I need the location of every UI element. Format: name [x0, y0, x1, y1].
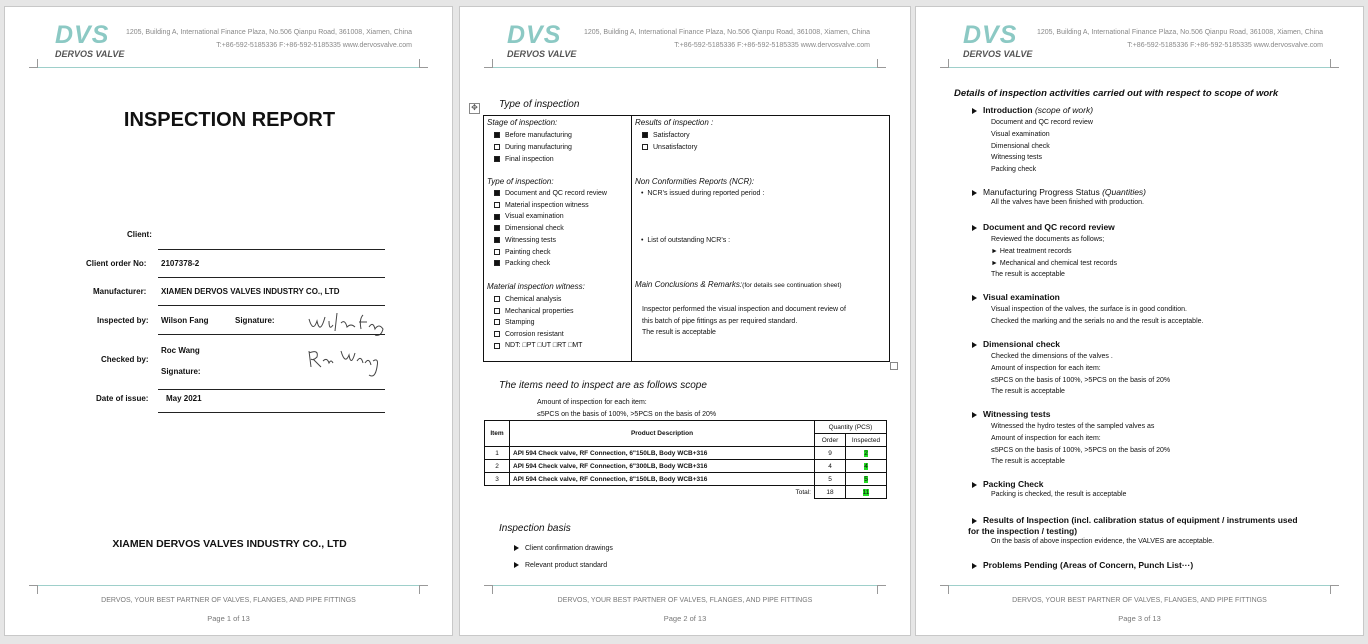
margin-mark: [419, 585, 428, 594]
checkbox-packing-check[interactable]: Packing check: [494, 258, 607, 270]
arrow-icon: [514, 562, 519, 568]
checkbox-material-witness[interactable]: Material inspection witness: [494, 200, 607, 212]
stage-title: Stage of inspection:: [487, 118, 558, 127]
checkbox-during-manufacturing[interactable]: During manufacturing: [494, 142, 572, 154]
field-rule: [158, 334, 385, 335]
arrow-icon: [972, 342, 977, 348]
checkbox-unsatisfactory[interactable]: Unsatisfactory: [642, 142, 697, 154]
checkbox-mechanical-properties[interactable]: Mechanical properties: [494, 306, 582, 318]
results-heading-2: for the inspection / testing): [968, 526, 1078, 536]
pending-heading: Problems Pending (Areas of Concern, Punch List···): [972, 560, 1193, 570]
intro-heading: Introduction (scope of work): [972, 105, 1093, 115]
page-2: [459, 6, 911, 636]
footer-rule: [492, 585, 882, 586]
basis-item: Client confirmation drawings: [514, 545, 613, 552]
footer-slogan: DERVOS, YOUR BEST PARTNER OF VALVES, FLANGES, AND PIPE FITTINGS: [101, 597, 356, 604]
inspection-box: [483, 115, 890, 362]
margin-mark: [1330, 59, 1339, 68]
total-inspected: 11: [862, 488, 870, 496]
order-label: Client order No:: [86, 259, 147, 268]
checkbox-document-review[interactable]: Document and QC record review: [494, 188, 607, 200]
box-divider: [631, 116, 632, 361]
table-row: 2 API 594 Check valve, RF Connection, 6"300LB, Body WCB+316 4 4: [485, 460, 887, 473]
checkbox-stamping[interactable]: Stamping: [494, 317, 582, 329]
results-list: [642, 130, 697, 154]
col-inspected-header: Inspected: [846, 434, 887, 447]
checkbox-visual-examination[interactable]: Visual examination: [494, 211, 607, 223]
checkbox-dimensional-check[interactable]: Dimensional check: [494, 223, 607, 235]
col-qty-header: Quantity (PCS): [815, 421, 887, 434]
checker-signature: [305, 341, 385, 381]
mps-heading: Manufacturing Progress Status (Quantities): [972, 187, 1146, 197]
field-rule: [158, 412, 385, 413]
ncr-outstanding: • List of outstanding NCR’s :: [641, 237, 731, 244]
total-label: Total:: [485, 486, 815, 499]
details-title: Details of inspection activities carried out with respect to scope of work: [954, 88, 1279, 99]
dim-heading: Dimensional check: [972, 339, 1060, 349]
company-logo: DVS DERVOS VALVE: [55, 21, 125, 59]
margin-mark: [940, 59, 949, 68]
arrow-icon: [972, 412, 977, 418]
company-name: XIAMEN DERVOS VALVES INDUSTRY CO., LTD: [112, 538, 347, 550]
checkbox-chemical-analysis[interactable]: Chemical analysis: [494, 294, 582, 306]
header-address: 1205, Building A, International Finance Plaza, No.506 Qianpu Road, 361008, Xiamen, China: [1036, 29, 1323, 36]
total-order: 18: [815, 486, 846, 499]
arrow-icon: [972, 190, 977, 196]
date-label: Date of issue:: [96, 394, 149, 403]
header-contact: T:+86-592-5185336 F:+86-592-5185335 www.dervosvalve.com: [674, 42, 870, 49]
field-rule: [158, 249, 385, 250]
stage-list: [494, 130, 572, 165]
header-contact: T:+86-592-5185336 F:+86-592-5185335 www.dervosvalve.com: [216, 42, 412, 49]
ncr-title: Non Conformities Reports (NCR):: [635, 177, 755, 186]
basis-item: Relevant product standard: [514, 562, 607, 569]
page-number: Page 3 of 13: [1118, 614, 1161, 623]
scope-line-1: Amount of inspection for each item:: [537, 399, 647, 406]
material-title: Material inspection witness:: [487, 282, 585, 291]
header-rule: [492, 67, 882, 68]
col-order-header: Order: [815, 434, 846, 447]
items-table: [484, 420, 887, 499]
conclusions-title: Main Conclusions & Remarks:(for details see continuation sheet): [635, 280, 842, 289]
pack-text: Packing is checked, the result is acceptable: [991, 491, 1127, 498]
checked-value: Roc Wang: [161, 346, 200, 355]
header-rule: [948, 67, 1338, 68]
footer-rule: [37, 585, 427, 586]
margin-mark: [940, 585, 949, 594]
table-total-row: [485, 486, 887, 499]
field-rule: [158, 277, 385, 278]
arrow-icon: [972, 563, 977, 569]
col-item-header: Item: [485, 421, 510, 447]
mps-text: All the valves have been finished with production.: [991, 199, 1144, 206]
margin-mark: [484, 585, 493, 594]
table-resize-handle[interactable]: [890, 362, 898, 370]
wit-heading: Witnessing tests: [972, 409, 1050, 419]
client-label: Client:: [127, 230, 152, 239]
field-rule: [158, 389, 385, 390]
table-row: 1 API 594 Check valve, RF Connection, 6"150LB, Body WCB+316 9 2: [485, 447, 887, 460]
arrow-icon: [972, 295, 977, 301]
margin-mark: [29, 585, 38, 594]
margin-mark: [484, 59, 493, 68]
inspected-value: Wilson Fang: [161, 316, 209, 325]
doc-heading: Document and QC record review: [972, 222, 1115, 232]
table-row: 3 API 594 Check valve, RF Connection, 8"150LB, Body WCB+316 5 5: [485, 473, 887, 486]
results-text: On the basis of above inspection evidence, the VALVES are acceptable.: [991, 538, 1215, 545]
margin-mark: [877, 59, 886, 68]
footer-slogan: DERVOS, YOUR BEST PARTNER OF VALVES, FLANGES, AND PIPE FITTINGS: [1012, 597, 1267, 604]
manufacturer-label: Manufacturer:: [93, 287, 147, 296]
conclusions-text: Inspector performed the visual inspection and document review of this batch of pipe fittings as per required standard. The result is acceptable: [642, 306, 846, 336]
arrow-icon: [972, 518, 977, 524]
doc-lines: Reviewed the documents as follows; ► Heat treatment records ► Mechanical and chemical test records The result is acceptable: [991, 236, 1117, 279]
ncr-issued: • NCR’s issued during reported period :: [641, 190, 765, 197]
order-value: 2107378-2: [161, 259, 200, 268]
arrow-icon: [972, 225, 977, 231]
company-logo: DVS DERVOS VALVE: [507, 21, 577, 59]
margin-mark: [29, 59, 38, 68]
pack-heading: Packing Check: [972, 479, 1043, 489]
footer-rule: [948, 585, 1338, 586]
wit-lines: Witnessed the hydro testes of the sampled valves as Amount of inspection for each item: ≤5PCS on the basis of 100%, >5PCS on the basis of 20% The result is acceptable: [991, 423, 1171, 466]
header-contact: T:+86-592-5185336 F:+86-592-5185335 www.dervosvalve.com: [1127, 42, 1323, 49]
arrow-icon: [514, 545, 519, 551]
arrow-icon: [972, 108, 977, 114]
header-rule: [37, 67, 427, 68]
checkbox-final-inspection[interactable]: Final inspection: [494, 154, 572, 166]
dim-lines: Checked the dimensions of the valves . Amount of inspection for each item: ≤5PCS on the basis of 100%, >5PCS on the basis of 20% The result is acceptable: [991, 353, 1171, 396]
report-title: INSPECTION REPORT: [123, 109, 336, 131]
basis-heading: Inspection basis: [499, 523, 571, 534]
intro-list: Document and QC record review Visual examination Dimensional check Witnessing tests Packing check: [991, 119, 1093, 174]
table-move-handle[interactable]: ✥: [469, 103, 480, 114]
checked-label: Checked by:: [101, 355, 149, 364]
visual-lines: Visual inspection of the valves, the surface is in good condition. Checked the marking and the serials no and the result is acceptable.: [991, 306, 1204, 325]
col-desc-header: Product Description: [510, 421, 815, 447]
margin-mark: [877, 585, 886, 594]
checkbox-before-manufacturing[interactable]: Before manufacturing: [494, 130, 572, 142]
header-address: 1205, Building A, International Finance Plaza, No.506 Qianpu Road, 361008, Xiamen, China: [583, 29, 870, 36]
checkbox-satisfactory[interactable]: Satisfactory: [642, 130, 697, 142]
type-list: [494, 188, 607, 270]
footer-slogan: DERVOS, YOUR BEST PARTNER OF VALVES, FLANGES, AND PIPE FITTINGS: [557, 597, 813, 604]
page-1: [4, 6, 453, 636]
signature2-label: Signature:: [161, 367, 201, 376]
section-type-heading: Type of inspection: [499, 99, 580, 110]
margin-mark: [419, 59, 428, 68]
scope-heading: The items need to inspect are as follows scope: [499, 380, 707, 391]
results-title: Results of inspection :: [635, 118, 714, 127]
results-heading-1: Results of Inspection (incl. calibration status of equipment / instruments used: [972, 515, 1298, 525]
scope-line-2: ≤5PCS on the basis of 100%, >5PCS on the basis of 20%: [537, 411, 717, 418]
margin-mark: [1330, 585, 1339, 594]
ndt-options[interactable]: NDT: □PT □UT □RT □MT: [494, 340, 582, 352]
inspected-label: Inspected by:: [97, 316, 149, 325]
checkbox-painting-check[interactable]: Painting check: [494, 247, 607, 259]
type-title: Type of inspection:: [487, 177, 554, 186]
material-list: [494, 294, 582, 352]
date-value: May 2021: [166, 394, 202, 403]
header-address: 1205, Building A, International Finance Plaza, No.506 Qianpu Road, 361008, Xiamen, China: [125, 29, 412, 36]
page-number: Page 2 of 13: [663, 614, 707, 623]
checkbox-witnessing-tests[interactable]: Witnessing tests: [494, 235, 607, 247]
checkbox-corrosion-resistant[interactable]: Corrosion resistant: [494, 329, 582, 341]
manufacturer-value: XIAMEN DERVOS VALVES INDUSTRY CO., LTD: [161, 287, 340, 296]
company-logo: DVS DERVOS VALVE: [963, 21, 1033, 59]
visual-heading: Visual examination: [972, 292, 1060, 302]
page-3: [915, 6, 1364, 636]
arrow-icon: [972, 482, 977, 488]
page-number: Page 1 of 13: [207, 614, 250, 623]
signature-label: Signature:: [235, 316, 275, 325]
